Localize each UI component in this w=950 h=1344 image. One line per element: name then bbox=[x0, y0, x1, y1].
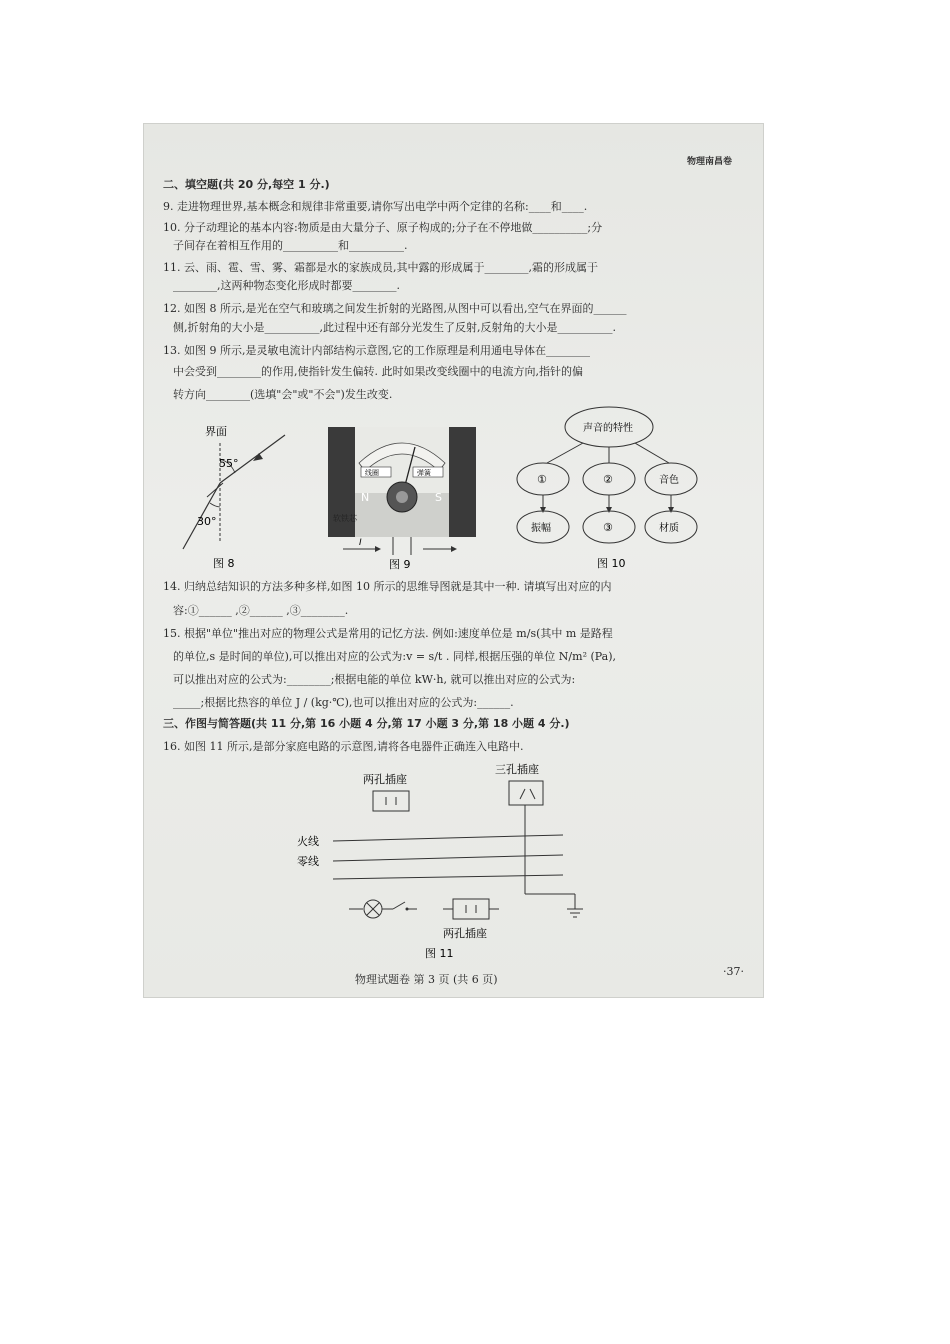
question-16: 16. 如图 11 所示,是部分家庭电路的示意图,请将各电器件正确连入电路中. bbox=[163, 740, 524, 753]
mindmap-node-2: ② bbox=[603, 473, 613, 486]
figure-9 bbox=[323, 423, 483, 573]
fig10-caption: 图 10 bbox=[597, 557, 626, 570]
fig9-current-label: I bbox=[359, 538, 362, 548]
fig11-live-label: 火线 bbox=[297, 835, 319, 848]
question-11-cont: ________,这两种物态变化形成时都要________. bbox=[173, 279, 400, 292]
mindmap-node-3: ③ bbox=[603, 521, 613, 534]
fig8-interface-label: 界面 bbox=[205, 425, 227, 438]
mindmap-root: 声音的特性 bbox=[583, 423, 633, 434]
scanned-page bbox=[143, 123, 764, 998]
footer-page-info: 物理试题卷 第 3 页 (共 6 页) bbox=[355, 973, 498, 986]
question-13: 13. 如图 9 所示,是灵敏电流计内部结构示意图,它的工作原理是利用通电导体在________ bbox=[163, 344, 590, 357]
figure-8 bbox=[173, 423, 303, 573]
mindmap-node-1: ① bbox=[537, 473, 547, 486]
question-11: 11. 云、雨、雹、雪、雾、霜都是水的家族成员,其中露的形成属于________,霜的形成属于 bbox=[163, 261, 598, 274]
question-15: 15. 根据"单位"推出对应的物理公式是常用的记忆方法. 例如:速度单位是 m/s(其中 m 是路程 bbox=[163, 627, 613, 640]
fig8-angle-30: 30° bbox=[197, 515, 217, 528]
mindmap-node-amplitude: 振幅 bbox=[531, 523, 551, 534]
question-9: 9. 走进物理世界,基本概念和规律非常重要,请你写出电学中两个定律的名称:____和____. bbox=[163, 200, 588, 213]
fig11-socket2-top-label: 两孔插座 bbox=[363, 773, 407, 786]
fig9-caption: 图 9 bbox=[389, 558, 411, 571]
mindmap-node-material: 材质 bbox=[659, 523, 679, 534]
fig11-neutral-label: 零线 bbox=[297, 855, 319, 868]
fig9-spring-label: 弹簧 bbox=[417, 469, 431, 477]
fig9-coil-label: 线圈 bbox=[365, 469, 379, 477]
footer-page-number: ·37· bbox=[723, 965, 744, 978]
section-drawing: 三、作图与简答题(共 11 分,第 16 小题 4 分,第 17 小题 3 分,第 18 小题 4 分.) bbox=[163, 717, 570, 730]
header-label: 物理南昌卷 bbox=[686, 157, 732, 167]
question-15-cont2: 可以推出对应的公式为:________;根据电能的单位 kW·h, 就可以推出对应的公式为: bbox=[173, 673, 576, 686]
question-13-cont2: 转方向________(选填"会"或"不会")发生改变. bbox=[173, 388, 393, 401]
fig9-s-pole: S bbox=[435, 491, 442, 504]
fig11-socket2-bottom-label: 两孔插座 bbox=[443, 927, 487, 940]
figure-11 bbox=[293, 759, 593, 959]
fig9-core-label: 软铁芯 bbox=[333, 514, 357, 523]
question-14: 14. 归纳总结知识的方法多种多样,如图 10 所示的思维导图就是其中一种. 请填写出对应的内 bbox=[163, 580, 612, 593]
question-14-cont: 容:①______ ,②______ ,③________. bbox=[173, 604, 349, 617]
question-12: 12. 如图 8 所示,是光在空气和玻璃之间发生折射的光路图,从图中可以看出,空气在界面的______ bbox=[163, 302, 627, 315]
fig11-caption: 图 11 bbox=[425, 947, 454, 959]
question-13-cont1: 中会受到________的作用,使指针发生偏转. 此时如果改变线圈中的电流方向,指针的偏 bbox=[173, 365, 583, 378]
question-12-cont: 侧,折射角的大小是__________,此过程中还有部分光发生了反射,反射角的大小是__________. bbox=[173, 321, 616, 334]
fig8-caption: 图 8 bbox=[213, 557, 235, 570]
mindmap-node-timbre: 音色 bbox=[659, 475, 679, 486]
question-15-cont3: _____;根据比热容的单位 J / (kg·℃),也可以推出对应的公式为:______. bbox=[173, 696, 514, 709]
question-10: 10. 分子动理论的基本内容:物质是由大量分子、原子构成的;分子在不停地做__________;分 bbox=[163, 221, 603, 234]
figure-10 bbox=[513, 403, 713, 573]
fig8-angle-55: 55° bbox=[219, 457, 239, 470]
question-10-cont: 子间存在着相互作用的__________和__________. bbox=[173, 239, 408, 252]
question-15-cont1: 的单位,s 是时间的单位),可以推出对应的公式为:v = s/t . 同样,根据压强的单位 N/m² (Pa), bbox=[173, 650, 617, 663]
fig11-socket3-label: 三孔插座 bbox=[495, 763, 539, 776]
fig9-n-pole: N bbox=[361, 491, 370, 504]
section-fill-blank: 二、填空题(共 20 分,每空 1 分.) bbox=[163, 178, 330, 191]
